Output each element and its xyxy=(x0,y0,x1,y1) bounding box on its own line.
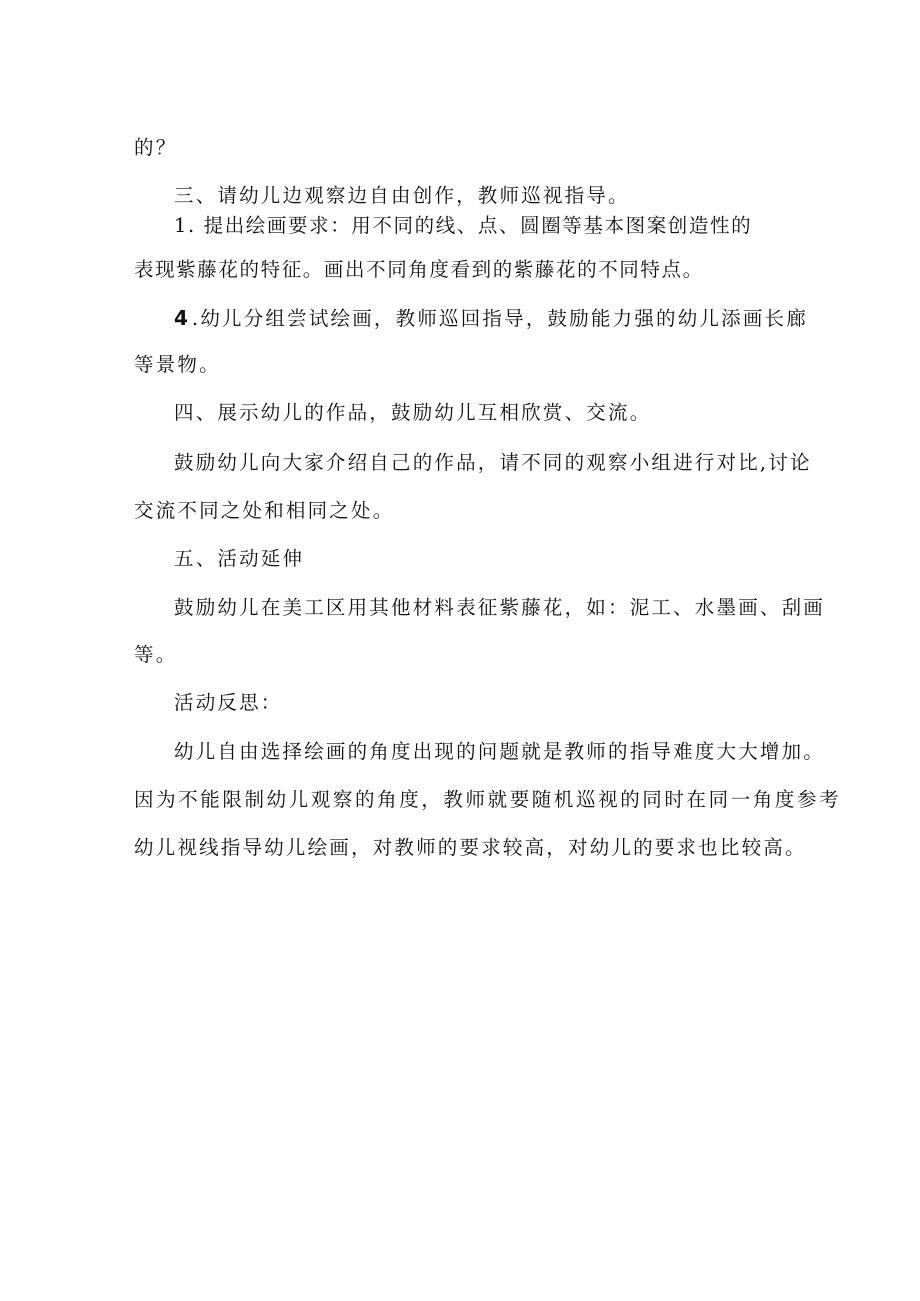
text-line: 交流不同之处和相同之处。 xyxy=(134,499,395,522)
list-item-text: .幼儿分组尝试绘画，教师巡回指导，鼓励能力强的幼儿添画长廊 xyxy=(191,307,808,330)
section-heading: 五、活动延伸 xyxy=(174,547,305,570)
section-heading: 四、展示幼儿的作品，鼓励幼儿互相欣赏、交流。 xyxy=(174,401,652,424)
section-heading: 三、请幼儿边观察边自由创作，教师巡视指导。 xyxy=(174,184,630,207)
text-line: 的？ xyxy=(134,136,178,159)
text-line: 幼儿视线指导幼儿绘画，对教师的要求较高，对幼儿的要求也比较高。 xyxy=(134,836,807,859)
text-line: 因为不能限制幼儿观察的角度，教师就要随机巡视的同时在同一角度参考 xyxy=(134,788,842,811)
text-line: 等。 xyxy=(134,643,178,666)
paragraph-line: 鼓励幼儿在美工区用其他材料表征紫藤花，如：泥工、水墨画、刮画 xyxy=(174,596,826,619)
text-line: 表现紫藤花的特征。画出不同角度看到的紫藤花的不同特点。 xyxy=(134,258,704,281)
paragraph-line: 鼓励幼儿向大家介绍自己的作品，请不同的观察小组进行对比,讨论 xyxy=(174,451,812,474)
list-item-number: 4 xyxy=(174,306,192,330)
list-item xyxy=(174,306,808,331)
text-line: 等景物。 xyxy=(134,353,221,376)
section-heading: 活动反思： xyxy=(174,691,283,714)
paragraph-line: 幼儿自由选择绘画的角度出现的问题就是教师的指导难度大大增加。 xyxy=(174,740,826,763)
list-item: 1. 提出绘画要求：用不同的线、点、圆圈等基本图案创造性的 xyxy=(174,214,753,237)
